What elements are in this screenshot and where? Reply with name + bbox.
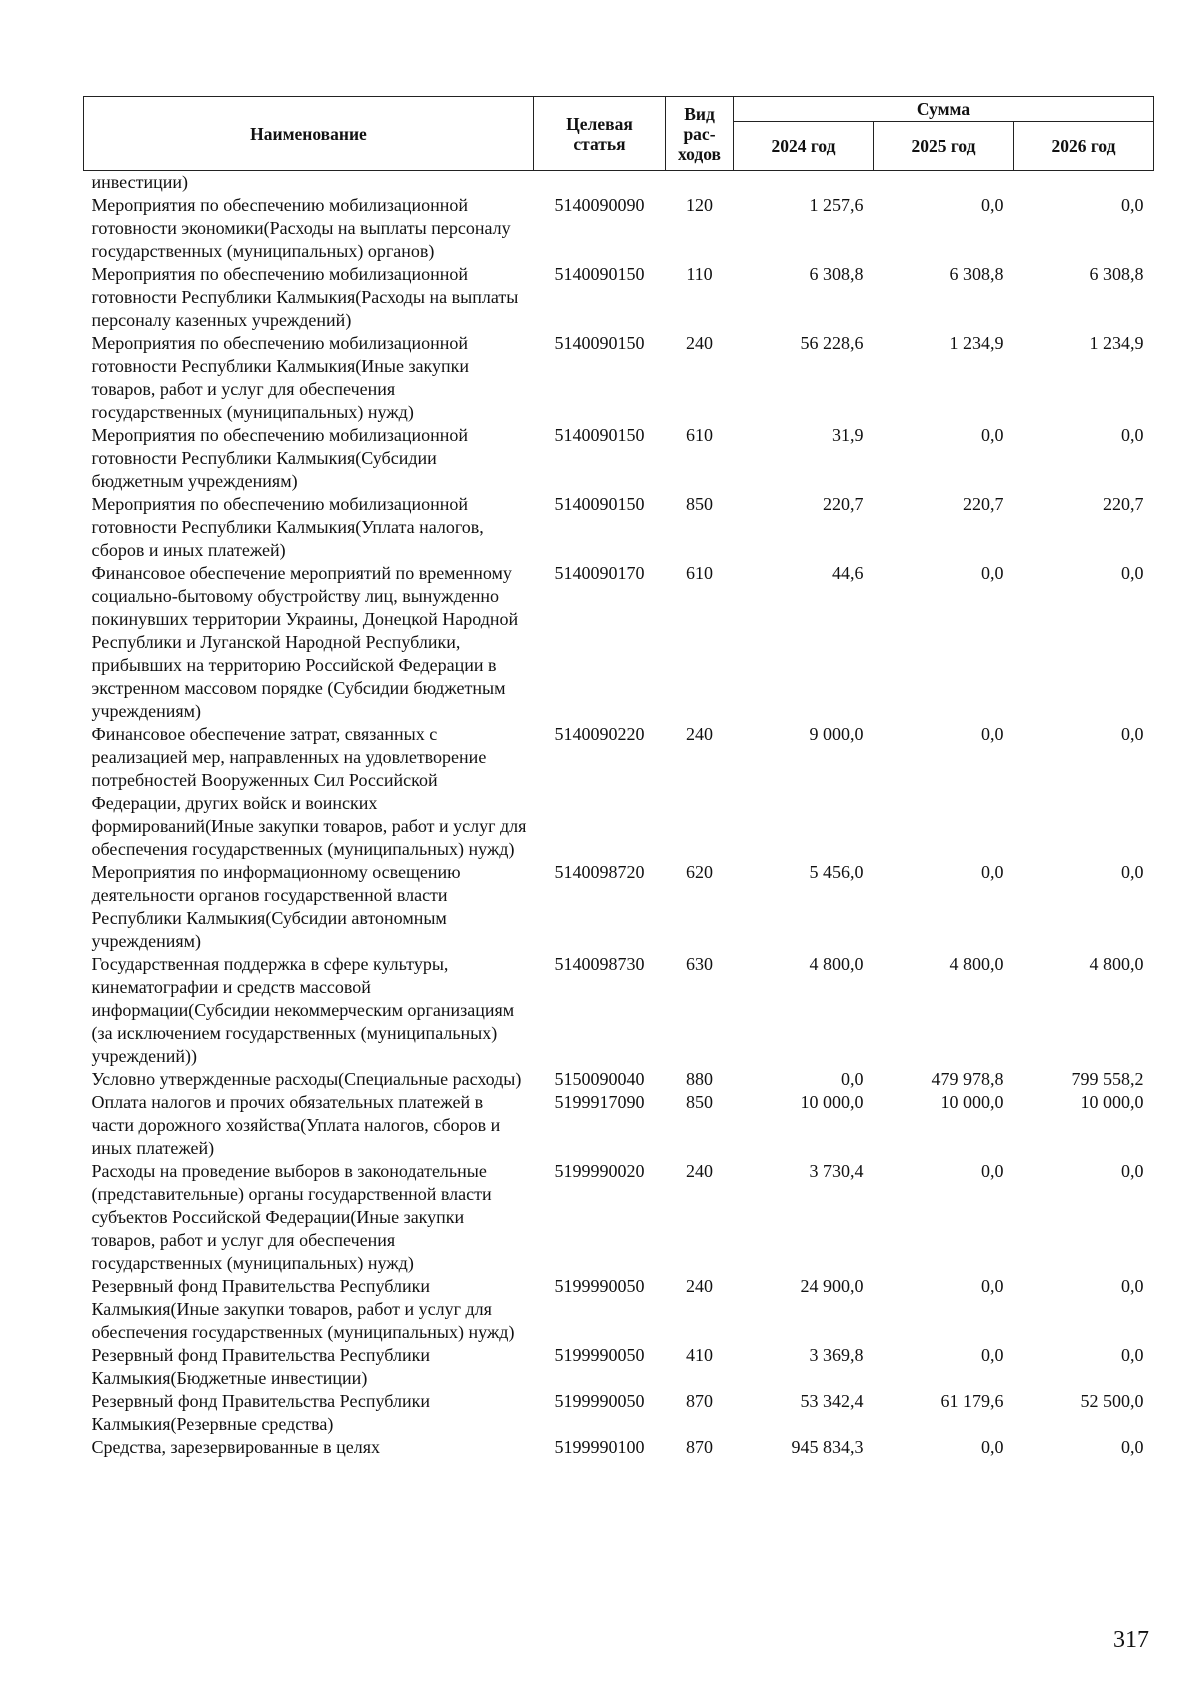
header-year-2024: 2024 год: [734, 122, 874, 171]
page-number: 317: [1113, 1627, 1149, 1653]
table-row: [84, 1160, 1154, 1275]
table-row: [84, 493, 1154, 562]
table-row: [84, 723, 1154, 861]
row-expense-type: 110: [686, 264, 713, 284]
header-year-2025: 2025 год: [874, 122, 1014, 171]
row-amount-2026: 799 558,2: [1071, 1069, 1144, 1089]
row-name: Финансовое обеспечение затрат, связанных с реализацией мер, направленных на удовлетворение потребностей Вооруженных Сил Российской Федерации, других войск и воинских формирований(Иные закупки товаров, работ и услуг для обеспечения государственных (муниципальных) нужд): [91, 724, 527, 859]
row-target-article: 5150090040: [554, 1069, 645, 1089]
row-amount-2025: 0,0: [981, 1437, 1004, 1457]
row-target-article: 5140090150: [554, 333, 645, 353]
row-target-article: 5199990020: [554, 1161, 645, 1181]
row-amount-2026: 10 000,0: [1080, 1092, 1144, 1112]
row-target-article: 5140098720: [554, 862, 645, 882]
row-amount-2024: 1 257,6: [809, 195, 864, 215]
row-name: Финансовое обеспечение мероприятий по временному социально-бытовому обустройству лиц, вынужденно покинувших территории Украины, Донецкой Народной Республики и Луганской Народной Республики, прибывших на территорию Российской Федерации в экстренном массовом порядке (Субсидии бюджетным учреждениям): [91, 563, 519, 721]
row-name: инвестиции): [91, 172, 188, 192]
row-target-article: 5140090150: [554, 425, 645, 445]
row-name: Мероприятия по обеспечению мобилизационной готовности Республики Калмыкия(Субсидии бюджетным учреждениям): [91, 425, 469, 491]
row-amount-2025: 10 000,0: [940, 1092, 1004, 1112]
header-sum: Сумма: [734, 97, 1154, 122]
table-body: [84, 171, 1154, 1460]
row-expense-type: 880: [686, 1069, 713, 1089]
row-name: Мероприятия по обеспечению мобилизационной готовности Республики Калмыкия(Уплата налогов, сборов и иных платежей): [91, 494, 484, 560]
row-amount-2024: 53 342,4: [800, 1391, 864, 1411]
table-row: [84, 1068, 1154, 1091]
row-expense-type: 620: [686, 862, 713, 882]
table-row: [84, 1436, 1154, 1459]
row-amount-2026: 1 234,9: [1089, 333, 1144, 353]
row-name: Резервный фонд Правительства Республики Калмыкия(Бюджетные инвестиции): [91, 1345, 430, 1388]
row-amount-2025: 6 308,8: [949, 264, 1004, 284]
row-expense-type: 240: [686, 1161, 713, 1181]
table-row: [84, 861, 1154, 953]
document-page: [83, 96, 1153, 1459]
table-row: [84, 263, 1154, 332]
row-amount-2024: 3 369,8: [809, 1345, 864, 1365]
row-target-article: 5140090220: [554, 724, 645, 744]
header-target-article: Целевая статья: [534, 97, 666, 171]
row-amount-2026: 220,7: [1103, 494, 1144, 514]
row-amount-2025: 0,0: [981, 1161, 1004, 1181]
row-amount-2024: 31,9: [832, 425, 864, 445]
row-amount-2024: 10 000,0: [800, 1092, 864, 1112]
row-expense-type: [666, 171, 734, 195]
table-row: [84, 1390, 1154, 1436]
row-amount-2025: 0,0: [981, 1276, 1004, 1296]
row-target-article: [534, 171, 666, 195]
row-amount-2026: 0,0: [1121, 1161, 1144, 1181]
row-amount-2024: 4 800,0: [809, 954, 864, 974]
row-amount-2024: 6 308,8: [809, 264, 864, 284]
row-target-article: 5140098730: [554, 954, 645, 974]
row-amount-2026: 0,0: [1121, 1437, 1144, 1457]
row-amount-2025: 4 800,0: [949, 954, 1004, 974]
row-amount-2026: 0,0: [1121, 425, 1144, 445]
row-expense-type: 610: [686, 563, 713, 583]
row-expense-type: 610: [686, 425, 713, 445]
budget-table: [83, 96, 1154, 1459]
row-name: Мероприятия по обеспечению мобилизационной готовности Республики Калмыкия(Иные закупки товаров, работ и услуг для обеспечения государственных (муниципальных) нужд): [91, 333, 470, 422]
table-row: [84, 424, 1154, 493]
row-amount-2025: [874, 171, 1014, 195]
row-target-article: 5140090150: [554, 264, 645, 284]
row-expense-type: 120: [686, 195, 713, 215]
row-name: Расходы на проведение выборов в законодательные (представительные) органы государственной власти субъектов Российской Федерации(Иные закупки товаров, работ и услуг для обеспечения государственных (муниципальных) нужд): [91, 1161, 492, 1273]
row-amount-2024: 24 900,0: [800, 1276, 864, 1296]
header-expense-type: Вид рас- ходов: [666, 97, 734, 171]
row-target-article: 5199917090: [554, 1092, 645, 1112]
row-target-article: 5140090090: [554, 195, 645, 215]
row-amount-2025: 0,0: [981, 1345, 1004, 1365]
table-row: [84, 171, 1154, 195]
row-amount-2025: 1 234,9: [949, 333, 1004, 353]
row-target-article: 5199990050: [554, 1276, 645, 1296]
row-target-article: 5140090170: [554, 563, 645, 583]
row-expense-type: 870: [686, 1391, 713, 1411]
row-amount-2025: 0,0: [981, 425, 1004, 445]
row-name: Условно утвержденные расходы(Специальные расходы): [91, 1069, 522, 1089]
row-name: Государственная поддержка в сфере культуры, кинематографии и средств массовой информации(Субсидии некоммерческим организациям (за исключением государственных (муниципальных) учреждений)): [91, 954, 515, 1066]
header-year-2026: 2026 год: [1014, 122, 1154, 171]
row-amount-2026: 52 500,0: [1080, 1391, 1144, 1411]
row-amount-2026: 4 800,0: [1089, 954, 1144, 974]
row-amount-2025: 0,0: [981, 862, 1004, 882]
row-amount-2024: 44,6: [832, 563, 864, 583]
row-amount-2025: 220,7: [963, 494, 1004, 514]
row-amount-2025: 479 978,8: [931, 1069, 1004, 1089]
table-header: [84, 97, 1154, 171]
row-amount-2024: 9 000,0: [809, 724, 864, 744]
row-amount-2025: 61 179,6: [940, 1391, 1004, 1411]
row-amount-2026: 0,0: [1121, 1345, 1144, 1365]
row-amount-2026: 0,0: [1121, 724, 1144, 744]
row-expense-type: 410: [686, 1345, 713, 1365]
table-row: [84, 1344, 1154, 1390]
table-row: [84, 562, 1154, 723]
row-amount-2025: 0,0: [981, 563, 1004, 583]
table-row: [84, 194, 1154, 263]
row-expense-type: 630: [686, 954, 713, 974]
row-amount-2026: 0,0: [1121, 1276, 1144, 1296]
row-amount-2024: 945 834,3: [791, 1437, 864, 1457]
row-amount-2026: 0,0: [1121, 563, 1144, 583]
row-amount-2026: 0,0: [1121, 195, 1144, 215]
row-target-article: 5199990050: [554, 1391, 645, 1411]
row-amount-2024: 56 228,6: [800, 333, 864, 353]
row-target-article: 5199990100: [554, 1437, 645, 1457]
row-amount-2024: 3 730,4: [809, 1161, 864, 1181]
table-row: [84, 953, 1154, 1068]
row-name: Резервный фонд Правительства Республики Калмыкия(Резервные средства): [91, 1391, 430, 1434]
table-row: [84, 1091, 1154, 1160]
row-target-article: 5199990050: [554, 1345, 645, 1365]
row-expense-type: 850: [686, 494, 713, 514]
row-expense-type: 240: [686, 1276, 713, 1296]
row-name: Мероприятия по обеспечению мобилизационной готовности Республики Калмыкия(Расходы на выплаты персоналу казенных учреждений): [91, 264, 519, 330]
row-expense-type: 850: [686, 1092, 713, 1112]
row-amount-2024: [734, 171, 874, 195]
row-amount-2024: 220,7: [823, 494, 864, 514]
row-name: Резервный фонд Правительства Республики Калмыкия(Иные закупки товаров, работ и услуг для обеспечения государственных (муниципальных) нужд): [91, 1276, 515, 1342]
row-expense-type: 870: [686, 1437, 713, 1457]
row-name: Мероприятия по обеспечению мобилизационной готовности экономики(Расходы на выплаты персоналу государственных (муниципальных) органов): [91, 195, 511, 261]
row-amount-2025: 0,0: [981, 724, 1004, 744]
row-name: Оплата налогов и прочих обязательных платежей в части дорожного хозяйства(Уплата налогов, сборов и иных платежей): [91, 1092, 501, 1158]
row-amount-2024: 0,0: [841, 1069, 864, 1089]
row-expense-type: 240: [686, 333, 713, 353]
header-name: Наименование: [84, 97, 534, 171]
table-row: [84, 1275, 1154, 1344]
row-name: Мероприятия по информационному освещению деятельности органов государственной власти Республики Калмыкия(Субсидии автономным учреждениям): [91, 862, 461, 951]
table-row: [84, 332, 1154, 424]
row-amount-2026: [1014, 171, 1154, 195]
row-expense-type: 240: [686, 724, 713, 744]
row-amount-2024: 5 456,0: [809, 862, 864, 882]
row-amount-2026: 0,0: [1121, 862, 1144, 882]
row-amount-2026: 6 308,8: [1089, 264, 1144, 284]
row-name: Средства, зарезервированные в целях: [91, 1437, 381, 1457]
row-target-article: 5140090150: [554, 494, 645, 514]
row-amount-2025: 0,0: [981, 195, 1004, 215]
